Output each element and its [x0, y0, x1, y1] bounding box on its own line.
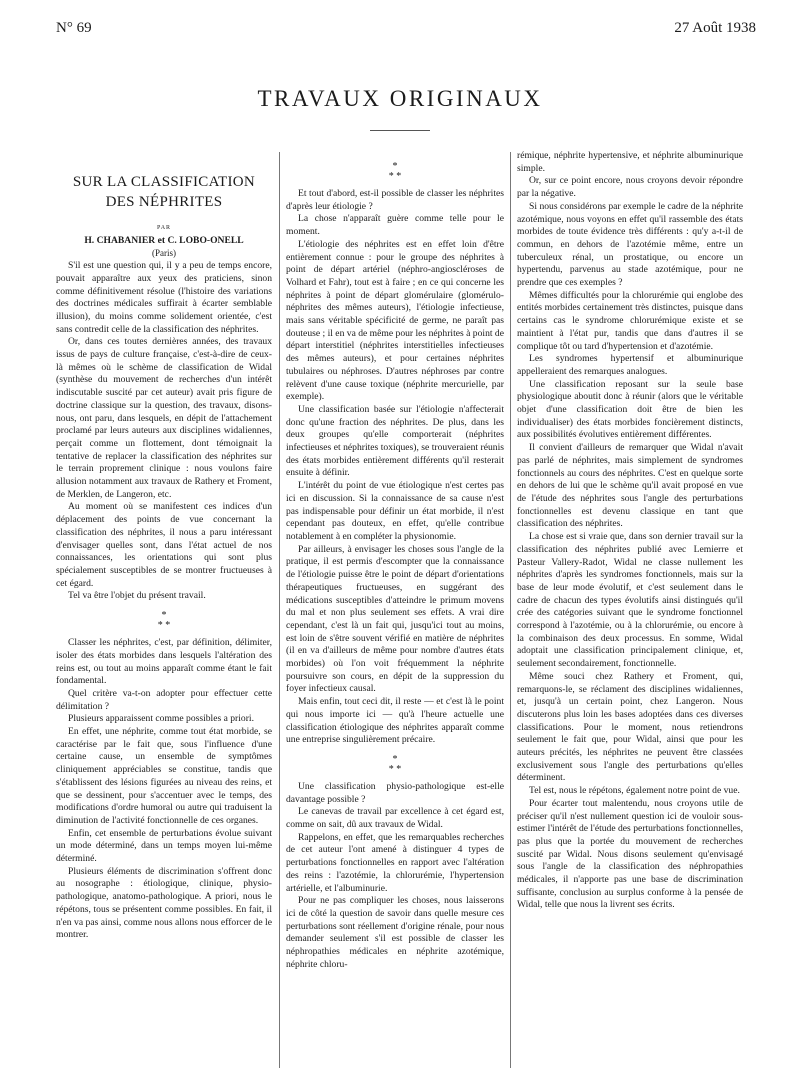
paragraph: rémique, néphrite hypertensive, et néphrite albuminurique simple.	[517, 150, 743, 174]
paragraph: Plusieurs éléments de discrimination s'offrent donc au nosographe : étiologique, clinique, physio-pathologique, anatomo-pathologique. A priori, nous le répétons, tous se présentent comme possibles. En fait, il n'en va pas ainsi, comme nous allons nous efforcer de le montrer.	[56, 865, 272, 941]
paragraph: Or, sur ce point encore, nous croyons devoir répondre par la négative.	[517, 175, 743, 200]
article-authors: H. CHABANIER et C. LOBO-ONELL	[84, 234, 244, 246]
issue-number: N° 69	[56, 20, 92, 36]
paragraph: Mêmes difficultés pour la chlorurémie qui englobe des entités morbides certainement très distinctes, puisque dans certains cas le syndrome chlorurémique existe et se maintient à l'état pur, tandis que dans d'autres il se complique tôt ou tard d'hypertension et d'azotémie.	[517, 289, 743, 352]
article-title: SUR LA CLASSIFICATION DES NÉPHRITES	[72, 174, 256, 210]
section-separator: * * *	[157, 610, 171, 632]
paragraph: L'intérêt du point de vue étiologique n'est certes pas ici en discussion. Si la connaissance de sa cause n'est pas indispensable pour définir un état morbide, il n'est cependant pas douteux, en effet, qu'elle contribue notablement à en compléter la physionomie.	[286, 480, 504, 542]
paragraph: Au moment où se manifestent ces indices d'un déplacement des points de vue concernant la classification des néphrites, il nous a paru intéressant d'envisager quelles sont, dans l'état actuel de nos connaissances, les orientations qui sont plus spécialement susceptibles de se montrer fructueuses à cet égard.	[56, 501, 272, 589]
column-3	[517, 150, 743, 1072]
article-affiliation: (Paris)	[152, 248, 176, 259]
paragraph: Classer les néphrites, c'est, par définition, délimiter, isoler des états morbides dans lesquels l'altération des reins est, ou tout au moins apparaît comme étant le fait fondamental.	[56, 637, 272, 687]
paragraph: En effet, une néphrite, comme tout état morbide, se caractérise par le fait que, sous l'influence d'une certaine cause, un ensemble de symptômes cliniquement appréciables se constitue, tandis que s'établissent des lésions figurées au niveau des reins, et que se dessinent, pour s'accentuer avec le temps, des modifications d'ordre humoral ou autre qui traduisent la diminution de l'activité fonctionnelle de ces organes.	[56, 726, 272, 826]
column-1	[56, 158, 272, 1072]
paragraph: Par ailleurs, à envisager les choses sous l'angle de la pratique, il est permis d'escompter que la connaissance de l'étiologie puisse être le point de départ d'orientations thérapeutiques fructueuses, en suggérant des médications susceptibles d'atteindre le primum movens du mal et non plus seulement ses effets. A vrai dire cependant, c'est là un fait qui, jusqu'ici tout au moins, est loin de s'être souvent vérifié en matière de néphrites (il en va d'ailleurs de même pour nombre d'autres états morbides) où l'on voit fréquemment la néphrite poursuivre son cours, en dépit de la suppression du foyer infectieux causal.	[286, 543, 504, 695]
column-2	[286, 158, 504, 1072]
section-separator: * * *	[388, 161, 402, 182]
paragraph: Une classification reposant sur la seule base physiologique aboutit donc à réunir (alors que le véritable objet d'une classification doit être de bien les individualiser) des états morbides foncièrement distincts, aux possibilités évolutives entièrement différentes.	[517, 378, 743, 441]
paragraph: Pour ne pas compliquer les choses, nous laisserons ici de côté la question de savoir dans quelle mesure ces perturbations sont réellement d'origine rénale, pour nous demander seulement s'il est possible de classer les néphropathies médicales en néphrite azotémique, néphrite chloru-	[286, 895, 504, 970]
paragraph: Or, dans ces toutes dernières années, des travaux issus de pays de culture française, c'est-à-dire de ceux-là mêmes où le schème de classification de Widal (synthèse du mouvement de recherches d'un intérêt indiscutable suscité par cet auteur) avait pris figure de doctrine classique sur la question, des travaux, disons-nous, ont paru, dans lesquels, en dépit de l'attachement proclamé par leurs auteurs aux disciplines widaliennes, perçait comme un flottement, dont témoignait la tentative de replacer la classification des néphrites sur le terrain proprement clinique : nous voulons faire allusion notamment aux travaux de Rathery et Froment, de Merklen, de Langeron, etc.	[56, 336, 272, 500]
paragraph: Le canevas de travail par excellence à cet égard est, comme on sait, dû aux travaux de Widal.	[286, 806, 504, 831]
paragraph: Quel critère va-t-on adopter pour effectuer cette délimitation ?	[56, 687, 272, 712]
paragraph: La chose n'apparaît guère comme telle pour le moment.	[286, 213, 504, 238]
paragraph: Mais enfin, tout ceci dit, il reste — et c'est là le point qui nous importe ici — qu'à l'heure actuelle une classification étiologique des néphrites apparaît comme une entreprise singulièrement précaire.	[286, 696, 504, 746]
section-title: TRAVAUX ORIGINAUX	[257, 86, 543, 111]
paragraph: L'étiologie des néphrites est en effet loin d'être entièrement connue : pour le groupe des néphrites à point de départ artériel (néphro-angioscléroses de Volhard et Fahr), tout est à faire ; en ce qui concerne les néphrites à point de départ glomérulaire (glomérulo-néphrites des mêmes auteurs), l'étiologie infectieuse, mais sans véritable spécificité de germe, ne paraît pas douteuse ; il en va de même pour les néphrites à point de départ interstitiel (néphrites interstitielles infectieuses des mêmes auteurs), et pour certaines néphrites tubulaires ou néphroses. D'autres néphroses par contre relèvent d'une cause toxique (néphrite mercurielle, par exemple).	[286, 238, 504, 403]
paragraph: S'il est une question qui, il y a peu de temps encore, pouvait apparaître aux yeux des praticiens, sinon comme définitivement résolue (l'histoire des variations des doctrines médicales suffirait à écarter semblable illusion), du moins comme solidement orientée, c'est sans contredit celle de la classification des néphrites.	[56, 260, 272, 335]
paragraph: Une classification physio-pathologique est-elle davantage possible ?	[286, 780, 504, 805]
page-header	[56, 20, 756, 42]
paragraph: Enfin, cet ensemble de perturbations évolue suivant un mode déterminé, dans un temps moyen lui-même déterminé.	[56, 827, 272, 865]
paragraph: Rappelons, en effet, que les remarquables recherches de cet auteur l'ont amené à distinguer 4 types de perturbations fonctionnelles en rapport avec l'altération des reins : l'azotémie, la chlorurémie, l'hypertension artérielle, et l'albuminurie.	[286, 831, 504, 894]
paragraph: Même souci chez Rathery et Froment, qui, remarquons-le, se réclament des disciplines widaliennes, et, jusqu'à un certain point, chez Langeron. Nous discuterons plus loin les bases adoptées dans ces diverses classifications. Pour le moment, nous retiendrons seulement le fait que, pour Widal, ainsi que pour les auteurs précités, les néphrites ne peuvent être classées exclusivement sous l'angle des perturbations qu'elles déterminent.	[517, 670, 743, 784]
title-divider	[370, 130, 430, 131]
paragraph: Tel va être l'objet du présent travail.	[68, 590, 206, 602]
column-divider-2	[510, 152, 511, 1068]
article-par: PAR	[156, 225, 172, 231]
paragraph: Et tout d'abord, est-il possible de classer les néphrites d'après leur étiologie ?	[286, 188, 504, 212]
column-divider-1	[279, 152, 280, 1068]
paragraph: Tel est, nous le répétons, également notre point de vue.	[529, 785, 740, 797]
issue-date: 27 Août 1938	[674, 20, 756, 36]
paragraph: La chose est si vraie que, dans son dernier travail sur la classification des néphrites publié avec Lemierre et Pasteur Vallery-Radot, Widal ne classe nullement les néphrites d'après les syndromes fonctionnels, mais sur la base de leur mode évolutif, et c'est seulement dans le cadre de chacun des types évolutifs ainsi distingués qu'il crée des catégories suivant que le syndrome fonctionnel correspond à l'azotémie, ou à la chlorurémie, ou encore à la combinaison des deux processus. En somme, Widal adoptait une classification principalement clinique, et, seulement secondairement, fonctionnelle.	[517, 531, 743, 670]
paragraph: Plusieurs apparaissent comme possibles a priori.	[68, 713, 254, 725]
paragraph: Si nous considérons par exemple le cadre de la néphrite azotémique, nous voyons en effet qu'il rassemble des états morbides de toute évidence très différents : qu'y a-t-il de commun, en dehors de l'azotémie même, entre un tuberculeux rénal, un prostatique, ou encore un hypertendu, parvenus au stade azotémique, pour ne prendre que ces exemples ?	[517, 200, 743, 289]
section-separator: * * *	[388, 753, 402, 775]
paragraph: Les syndromes hypertensif et albuminurique appelleraient des remarques analogues.	[517, 353, 743, 377]
paragraph: Il convient d'ailleurs de remarquer que Widal n'avait pas parlé de néphrites, mais simplement de syndromes fonctionnels au cours des néphrites. C'est en quelque sorte en dehors de lui que le schème qu'il avait proposé en vue de l'étude des néphrites sous l'angle des perturbations fonctionnelles est devenu classique en tant que classification des néphrites.	[517, 442, 743, 530]
paragraph: Pour écarter tout malentendu, nous croyons utile de préciser qu'il n'est nullement question ici de vouloir sous-estimer l'intérêt de l'étude des perturbations fonctionnelles, pas plus que la portée du mouvement de recherches suscité par Widal. Nous disons seulement qu'envisagé sous l'angle de la classification des néphropathies médicales, il n'apporte pas une base de discrimination suffisante, conclusion au surplus conforme à la pensée de Widal, telle que nous la livrent ses écrits.	[517, 797, 743, 911]
paragraph: Une classification basée sur l'étiologie n'affecterait donc qu'une fraction des néphrites. De plus, dans les deux groupes qu'elle comporterait (néphrites infectieuses et néphrites toxiques), se trouveraient réunis des états morbides entièrement différents qu'il resterait ensuite à définir.	[286, 403, 504, 479]
